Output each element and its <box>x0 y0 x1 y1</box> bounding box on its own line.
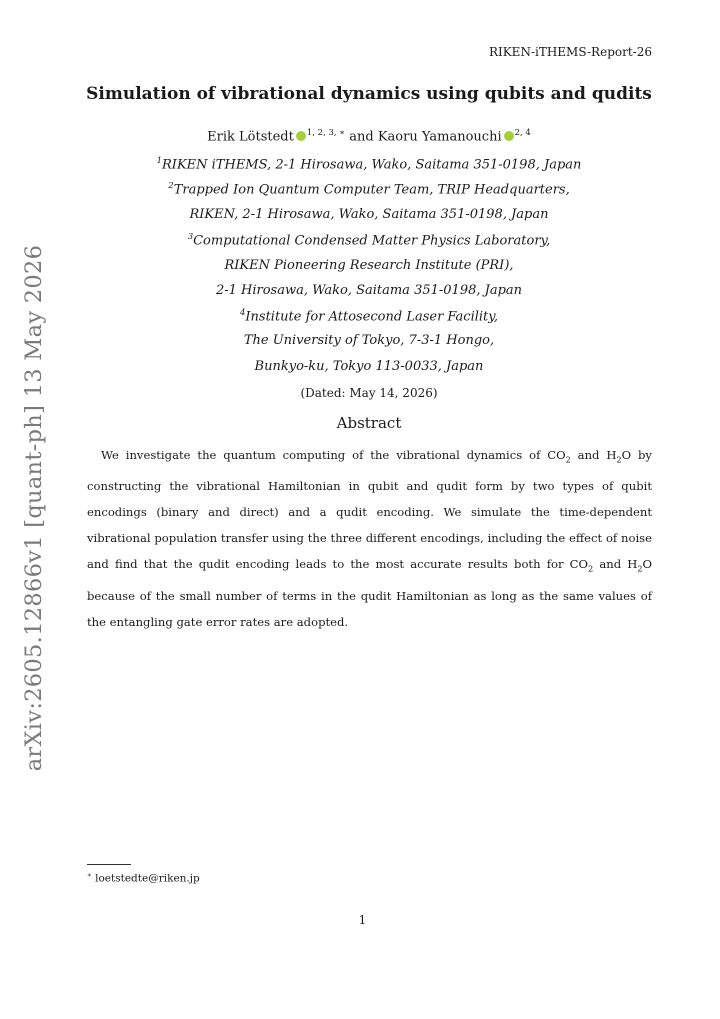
abstract-body <box>87 442 652 635</box>
page-number: 1 <box>358 913 367 927</box>
subscript: 2 <box>616 455 622 465</box>
subscript: 2 <box>565 455 571 465</box>
affiliation-text: Computational Condensed Matter Physics Laboratory, <box>193 233 551 249</box>
affiliation-text: The University of Tokyo, 7-3-1 Hongo, <box>243 333 495 348</box>
affiliation-mark: 2 <box>168 181 174 191</box>
author-marks: 1, 2, 3, ∗ <box>306 128 346 138</box>
affiliation-text: RIKEN iTHEMS, 2-1 Hirosawa, Wako, Saitama 351-0198, Japan <box>162 157 582 173</box>
arxiv-stamp: arXiv:2605.12866v1 [quant-ph] 13 May 2026 <box>21 244 47 772</box>
abstract-text: We investigate the quantum computing of the vibrational dynamics of CO <box>101 448 566 462</box>
affiliation-text: Institute for Attosecond Laser Facility, <box>245 309 499 325</box>
affiliation-mark: 1 <box>156 156 163 166</box>
affiliation-text: Trapped Ion Quantum Computer Team, TRIP Headquarters, <box>173 182 570 198</box>
abstract-text: and H <box>593 557 638 572</box>
abstract-text: and H <box>570 448 617 462</box>
affiliation-line <box>0 308 720 324</box>
author-name: Erik Lötstedt <box>207 129 294 145</box>
abstract-text: O because of the small number of terms in the qudit Hamiltonian as long as the same values of the entangling gate error rates are adopted. <box>87 557 652 629</box>
affiliation-text: RIKEN Pioneering Research Institute (PRI), <box>224 258 514 273</box>
affiliation-text: RIKEN, 2-1 Hirosawa, Wako, Saitama 351-0198, Japan <box>189 207 549 222</box>
footnote-rule <box>87 864 131 865</box>
author-name: Kaoru Yamanouchi <box>377 129 502 145</box>
footnote-email[interactable]: loetstedte@riken.jp <box>95 872 200 885</box>
footnote-mark: ∗ <box>87 871 92 879</box>
affiliation-mark: 3 <box>187 232 194 242</box>
affiliation-line <box>0 232 720 248</box>
affiliation-mark: 4 <box>239 308 246 318</box>
affiliation-line <box>0 156 720 172</box>
orcid-icon[interactable] <box>296 131 306 141</box>
subscript: 2 <box>637 564 643 574</box>
affiliation-line <box>0 359 720 374</box>
paper-title: Simulation of vibrational dynamics using qubits and qudits <box>86 84 652 104</box>
author-marks: 2, 4 <box>514 128 531 138</box>
footnote <box>87 871 200 885</box>
affiliation-line <box>0 333 720 348</box>
dated-line: (Dated: May 14, 2026) <box>300 386 438 400</box>
abstract-text: O by constructing the vibrational Hamiltonian in qubit and qudit form by two types of qubit encodings (binary and direct) and a qudit encoding. We simulate the time-dependent vibrational population transfer using the three different encodings, including the effect of noise and find that the qudit encoding leads to the most accurate results both for CO <box>87 448 652 572</box>
affiliation-line <box>0 283 720 298</box>
affiliation-line <box>0 207 720 222</box>
affiliation-text: Bunkyo-ku, Tokyo 113-0033, Japan <box>254 359 484 374</box>
author-line <box>0 128 720 144</box>
orcid-icon[interactable] <box>504 131 514 141</box>
affiliation-text: 2-1 Hirosawa, Wako, Saitama 351-0198, Japan <box>215 283 523 298</box>
report-number: RIKEN-iTHEMS-Report-26 <box>488 45 652 59</box>
affiliation-line <box>0 258 720 273</box>
subscript: 2 <box>588 564 594 574</box>
affiliation-line <box>0 181 720 197</box>
abstract-heading: Abstract <box>336 414 402 432</box>
author-joiner: and <box>349 129 374 145</box>
